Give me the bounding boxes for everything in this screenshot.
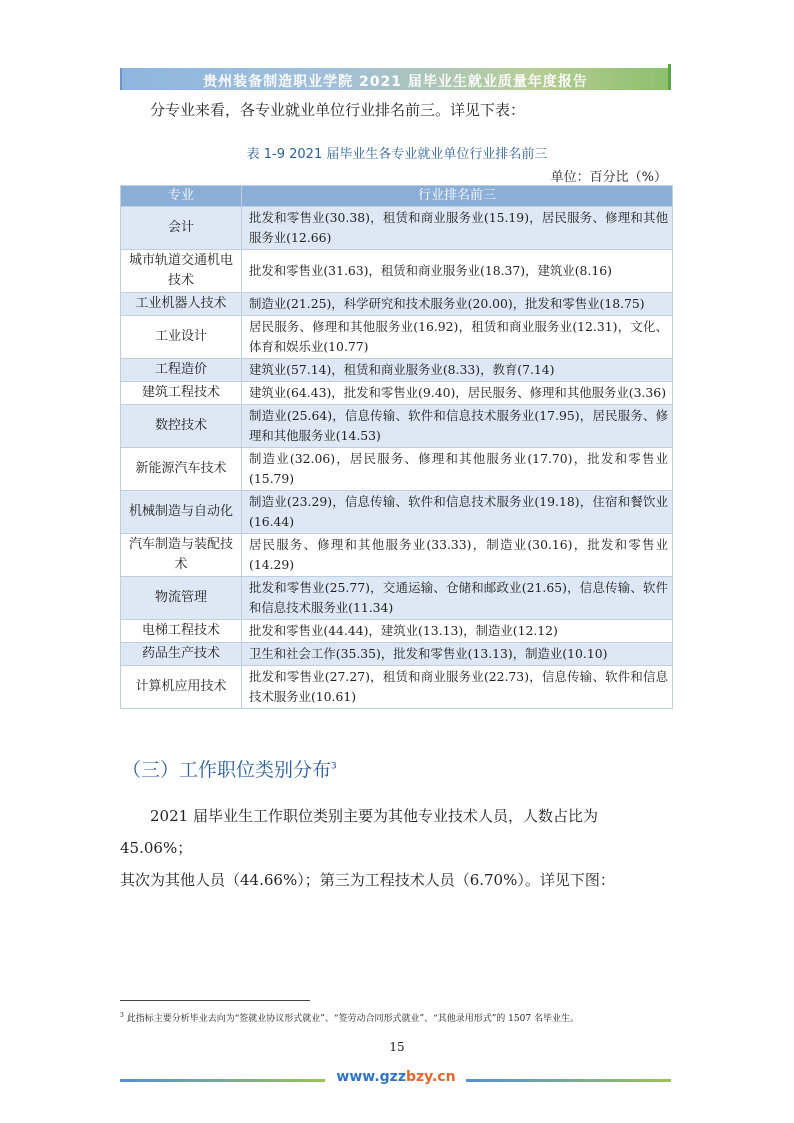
major-cell: 电梯工程技术 xyxy=(121,620,242,643)
major-cell: 计算机应用技术 xyxy=(121,666,242,709)
table-caption: 表 1-9 2021 届毕业生各专业就业单位行业排名前三 xyxy=(246,147,548,162)
section-title-text: （三）工作职位类别分布 xyxy=(122,759,332,781)
top3-cell: 批发和零售业(31.63)，租赁和商业服务业(18.37)，建筑业(8.16) xyxy=(242,250,673,293)
table-row xyxy=(121,620,673,643)
major-cell: 新能源汽车技术 xyxy=(121,448,242,491)
footnote-ref[interactable]: 3 xyxy=(331,761,337,772)
table-row xyxy=(121,643,673,666)
table-header-row xyxy=(121,186,673,207)
footer-line-left xyxy=(120,1079,325,1082)
table-row xyxy=(121,405,673,448)
major-cell: 工业机器人技术 xyxy=(121,293,242,316)
paragraph-line-2: 其次为其他人员（44.66%）；第三为工程技术人员（6.70%）。详见下图： xyxy=(120,871,615,889)
major-cell: 汽车制造与装配技术 xyxy=(121,534,242,577)
footnote xyxy=(120,1011,579,1024)
table-row xyxy=(121,577,673,620)
table-row xyxy=(121,207,673,250)
table-row xyxy=(121,666,673,709)
top3-cell: 批发和零售业(30.38)，租赁和商业服务业(15.19)，居民服务、修理和其他服务业(12.66) xyxy=(242,207,673,250)
major-cell: 建筑工程技术 xyxy=(121,382,242,405)
table-row xyxy=(121,293,673,316)
top3-cell: 建筑业(57.14)，租赁和商业服务业(8.33)，教育(7.14) xyxy=(242,359,673,382)
footnote-divider xyxy=(120,1000,310,1001)
top3-cell: 批发和零售业(27.27)，租赁和商业服务业(22.73)，信息传输、软件和信息技术服务业(10.61) xyxy=(242,666,673,709)
footnote-marker: 3 xyxy=(120,1012,124,1019)
header-bar xyxy=(120,68,671,90)
major-cell: 城市轨道交通机电技术 xyxy=(121,250,242,293)
top3-cell: 卫生和社会工作(35.35)，批发和零售业(13.13)，制造业(10.10) xyxy=(242,643,673,666)
footer-line-right xyxy=(466,1079,671,1082)
table-row xyxy=(121,316,673,359)
footnote-text: 此指标主要分析毕业去向为“签就业协议形式就业”、“签劳动合同形式就业”、“其他录用形式”的 1507 名毕业生。 xyxy=(126,1014,579,1024)
top3-cell: 居民服务、修理和其他服务业(16.92)，租赁和商业服务业(12.31)，文化、体育和娱乐业(10.77) xyxy=(242,316,673,359)
site-text-part1: www.gzz xyxy=(336,1069,406,1085)
footer-site-link[interactable] xyxy=(334,1069,458,1085)
major-cell: 物流管理 xyxy=(121,577,242,620)
table-row xyxy=(121,250,673,293)
table-row xyxy=(121,491,673,534)
top3-cell: 制造业(21.25)，科学研究和技术服务业(20.00)，批发和零售业(18.75) xyxy=(242,293,673,316)
intro-text: 分专业来看，各专业就业单位行业排名前三。详见下表： xyxy=(150,101,526,119)
section-title xyxy=(122,755,337,782)
site-text-part2: bzy.cn xyxy=(405,1069,456,1085)
table-row xyxy=(121,534,673,577)
major-cell: 数控技术 xyxy=(121,405,242,448)
major-cell: 药品生产技术 xyxy=(121,643,242,666)
paragraph-line-1: 2021 届毕业生工作职位类别主要为其他专业技术人员，人数占比为 45.06%； xyxy=(120,807,598,857)
top3-cell: 建筑业(64.43)，批发和零售业(9.40)，居民服务、修理和其他服务业(3.36) xyxy=(242,382,673,405)
header-major: 专业 xyxy=(121,186,242,207)
major-cell: 工程造价 xyxy=(121,359,242,382)
body-paragraph xyxy=(120,800,673,896)
industry-table xyxy=(120,185,673,709)
top3-cell: 居民服务、修理和其他服务业(33.33)，制造业(30.16)，批发和零售业(14.29) xyxy=(242,534,673,577)
table-row xyxy=(121,448,673,491)
major-cell: 会计 xyxy=(121,207,242,250)
major-cell: 工业设计 xyxy=(121,316,242,359)
table-unit: 单位：百分比（%） xyxy=(550,170,667,185)
header-title: 贵州装备制造职业学院 2021 届毕业生就业质量年度报告 xyxy=(203,74,588,90)
top3-cell: 制造业(23.29)，信息传输、软件和信息技术服务业(19.18)，住宿和餐饮业(16.44) xyxy=(242,491,673,534)
page-number: 15 xyxy=(389,1040,405,1054)
top3-cell: 制造业(32.06)，居民服务、修理和其他服务业(17.70)，批发和零售业(15.79) xyxy=(242,448,673,491)
major-cell: 机械制造与自动化 xyxy=(121,491,242,534)
header-top3: 行业排名前三 xyxy=(242,186,673,207)
table-row xyxy=(121,382,673,405)
table-row xyxy=(121,359,673,382)
top3-cell: 制造业(25.64)，信息传输、软件和信息技术服务业(17.95)，居民服务、修理和其他服务业(14.53) xyxy=(242,405,673,448)
top3-cell: 批发和零售业(44.44)，建筑业(13.13)，制造业(12.12) xyxy=(242,620,673,643)
top3-cell: 批发和零售业(25.77)，交通运输、仓储和邮政业(21.65)，信息传输、软件和信息技术服务业(11.34) xyxy=(242,577,673,620)
